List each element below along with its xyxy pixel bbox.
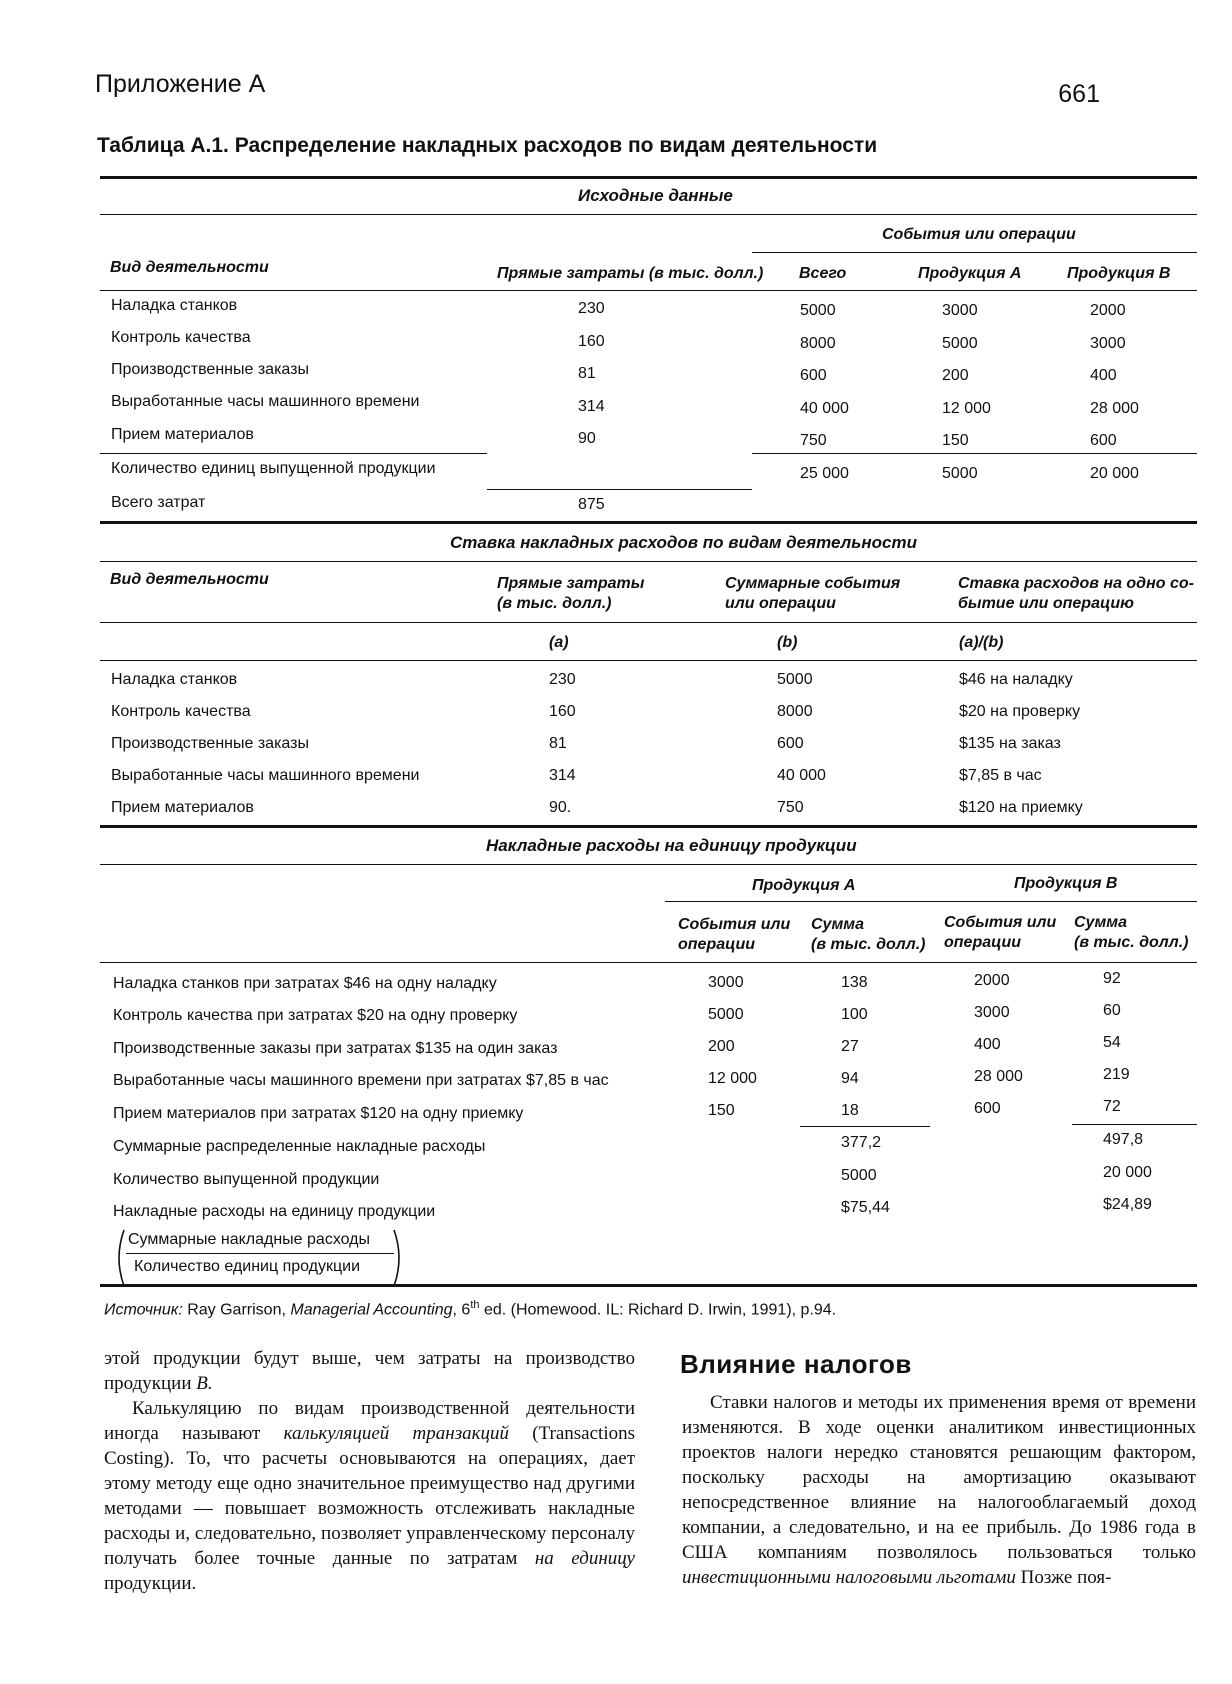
page-number: 661	[1058, 80, 1100, 108]
text-run: (Transactions Costing). То, что расчеты основываются на операциях, дает этому методу еще одно значительное преимущество над другими методами — повышает возможность отслеживать накладные расходы и, следовательно, позволяет управленческому персоналу получать более точные данные по затратам	[104, 1423, 635, 1569]
row-label: Выработанные часы машинного времени	[111, 393, 420, 410]
paragraph	[104, 1396, 635, 1596]
cell-direct: 160	[549, 703, 576, 720]
text-emphasis: на единицу	[534, 1548, 635, 1569]
col-header-line: События или	[678, 916, 791, 933]
cell-a-sum: 100	[841, 1006, 868, 1023]
section-title-source-data: Исходные данные	[578, 186, 733, 205]
cell-product-a: 3000	[942, 302, 978, 319]
col-header-line: События или	[944, 914, 1057, 931]
cell-a-sum: 138	[841, 974, 868, 991]
col-subheader-ab: (a)/(b)	[959, 634, 1004, 651]
rule	[100, 622, 1197, 623]
rule	[100, 561, 1197, 562]
cell-direct: 230	[578, 300, 605, 317]
col-header-line: операции	[678, 936, 755, 953]
cell-a-sum: $75,44	[841, 1199, 890, 1216]
cell-product-a: 150	[942, 432, 969, 449]
cell-a-events: 150	[708, 1102, 735, 1119]
col-header-line: (в тыс. долл.)	[497, 595, 612, 612]
row-label: Наладка станков	[111, 671, 238, 688]
rule	[100, 214, 1197, 215]
cell-total: 40 000	[800, 400, 849, 417]
cell-events: 600	[777, 735, 804, 752]
cell-direct: 81	[578, 365, 596, 382]
text-emphasis: калькуляцией транзакций	[283, 1423, 509, 1444]
row-label: Суммарные распределенные накладные расходы	[113, 1138, 486, 1155]
col-group-product-a: Продукция А	[752, 877, 856, 894]
cell-rate: $120 на приемку	[959, 799, 1083, 816]
cell-product-b: 2000	[1090, 302, 1126, 319]
cell-rate: $7,85 в час	[959, 767, 1042, 784]
rule	[665, 901, 1197, 902]
row-label: Количество выпущенной продукции	[113, 1171, 380, 1188]
col-header-rate	[958, 574, 1194, 614]
cell-product-a: 200	[942, 367, 969, 384]
row-label: Наладка станков	[111, 297, 238, 314]
cell-product-b: 400	[1090, 367, 1117, 384]
cell-a-sum: 377,2	[841, 1134, 882, 1151]
cell-b-events: 3000	[974, 1004, 1010, 1021]
fraction-numerator: Суммарные накладные расходы	[128, 1231, 371, 1248]
rule	[100, 864, 1197, 865]
cell-direct: 81	[549, 735, 567, 752]
cell-direct: 875	[578, 496, 605, 513]
rule	[1072, 1124, 1197, 1125]
source-note	[104, 1299, 836, 1319]
col-header-line: (в тыс. долл.)	[811, 936, 926, 953]
source-book: Managerial Accounting	[290, 1301, 453, 1319]
rule	[100, 825, 1197, 828]
source-edition: , 6	[452, 1301, 471, 1319]
cell-b-sum: 497,8	[1103, 1131, 1144, 1148]
cell-a-sum: 27	[841, 1038, 859, 1055]
cell-events: 5000	[777, 671, 813, 688]
row-label: Производственные заказы	[111, 361, 309, 378]
row-label: Накладные расходы на единицу продукции	[113, 1203, 436, 1220]
cell-b-events: 28 000	[974, 1068, 1023, 1085]
col-header-line: операции	[944, 934, 1021, 951]
fraction-denominator: Количество единиц продукции	[134, 1258, 361, 1275]
text-emphasis: инвестиционными налоговыми льготами	[682, 1567, 1016, 1588]
text-run: Ставки налогов и методы их применения время от времени изменяются. В ходе оценки аналитиком инвестиционных проектов налоги нередко становятся решающим фактором, поскольку расходы на амортизацию оказывают непосредственное влияние на налогооблагаемый доход компании, а следовательно, и на ее прибыль. До 1986 года в США компаниям позволялось пользоваться только	[682, 1392, 1196, 1563]
source-author: Ray Garrison,	[182, 1301, 291, 1319]
rule	[752, 252, 1197, 253]
cell-a-sum: 18	[841, 1102, 859, 1119]
rule	[100, 962, 1197, 963]
rule	[487, 489, 752, 490]
col-group-product-b: Продукция В	[1014, 875, 1118, 892]
cell-b-sum: 72	[1103, 1098, 1121, 1115]
col-header-b-sum	[1074, 913, 1188, 953]
col-header-b-events	[944, 913, 1056, 953]
col-header-activity: Вид деятельности	[110, 259, 269, 276]
cell-product-b: 3000	[1090, 335, 1126, 352]
col-header-line: (в тыс. долл.)	[1074, 934, 1189, 951]
left-paren	[112, 1228, 126, 1288]
cell-b-sum: 20 000	[1103, 1164, 1152, 1181]
cell-b-sum: 92	[1103, 970, 1121, 987]
col-header-a-sum	[811, 915, 925, 955]
col-header-line: бытие или операцию	[958, 595, 1134, 612]
col-header-events-total	[725, 574, 900, 614]
cell-rate: $46 на наладку	[959, 671, 1073, 688]
cell-b-sum: 54	[1103, 1034, 1121, 1051]
cell-direct: 90.	[549, 799, 572, 816]
row-label: Производственные заказы	[111, 735, 309, 752]
cell-product-b: 28 000	[1090, 400, 1139, 417]
col-header-line: Суммарные события	[725, 575, 901, 592]
cell-total: 25 000	[800, 465, 849, 482]
text-run: Позже поя-	[1015, 1567, 1112, 1588]
row-label: Прием материалов	[111, 799, 254, 816]
cell-total: 5000	[800, 302, 836, 319]
cell-events: 40 000	[777, 767, 826, 784]
col-subheader-b: (b)	[777, 634, 798, 651]
cell-b-sum: $24,89	[1103, 1196, 1152, 1213]
cell-a-events: 3000	[708, 974, 744, 991]
col-header-activity: Вид деятельности	[110, 571, 269, 588]
col-header-line: Ставка расходов на одно со-	[958, 575, 1194, 592]
section-title-per-unit: Накладные расходы на единицу продукции	[486, 836, 857, 855]
col-header-product-a: Продукция А	[918, 265, 1022, 282]
cell-a-sum: 94	[841, 1070, 859, 1087]
body-right-column	[682, 1390, 1196, 1590]
cell-direct: 90	[578, 430, 596, 447]
text-emphasis: B.	[196, 1373, 213, 1394]
section-title-rates: Ставка накладных расходов по видам деятельности	[450, 533, 917, 552]
rule	[800, 1126, 930, 1127]
cell-direct: 314	[549, 767, 576, 784]
col-header-product-b: Продукция В	[1067, 265, 1171, 282]
col-header-line: Прямые затраты	[497, 575, 645, 592]
cell-events: 750	[777, 799, 804, 816]
row-label: Производственные заказы при затратах $135 на один заказ	[113, 1040, 558, 1057]
rule	[100, 1284, 1197, 1287]
cell-b-events: 600	[974, 1100, 1001, 1117]
cell-b-events: 400	[974, 1036, 1001, 1053]
cell-rate: $135 на заказ	[959, 735, 1061, 752]
text-run: этой продукции будут выше, чем затраты на производство продукции	[104, 1348, 635, 1394]
running-header-section: Приложение А	[95, 70, 266, 98]
cell-product-b: 600	[1090, 432, 1117, 449]
cell-a-events: 5000	[708, 1006, 744, 1023]
cell-b-sum: 219	[1103, 1066, 1130, 1083]
paragraph	[682, 1390, 1196, 1590]
rule	[100, 521, 1197, 524]
cell-events: 8000	[777, 703, 813, 720]
cell-direct: 230	[549, 671, 576, 688]
row-label: Прием материалов при затратах $120 на одну приемку	[113, 1105, 524, 1122]
col-subheader-a: (a)	[549, 634, 569, 651]
cell-b-sum: 60	[1103, 1002, 1121, 1019]
col-header-line: Сумма	[1074, 914, 1128, 931]
row-label: Прием материалов	[111, 426, 254, 443]
text-run: продукции.	[104, 1573, 197, 1594]
row-label: Наладка станков при затратах $46 на одну наладку	[113, 975, 497, 992]
rule	[100, 176, 1197, 179]
cell-product-b: 20 000	[1090, 465, 1139, 482]
col-header-events-group: События или операции	[882, 226, 1076, 243]
cell-product-a: 5000	[942, 335, 978, 352]
row-label: Контроль качества	[111, 329, 251, 346]
cell-a-events: 12 000	[708, 1070, 757, 1087]
cell-product-a: 5000	[942, 465, 978, 482]
row-label: Контроль качества при затратах $20 на одну проверку	[113, 1007, 518, 1024]
text-run: Калькуляцию по видам производственной деятельности иногда называют	[104, 1398, 635, 1444]
source-rest: ed. (Homewood. IL: Richard D. Irwin, 1991), p.94.	[479, 1301, 837, 1319]
row-label: Выработанные часы машинного времени	[111, 767, 420, 784]
row-label: Выработанные часы машинного времени при затратах $7,85 в час	[113, 1072, 609, 1089]
cell-product-a: 12 000	[942, 400, 991, 417]
table-title: Таблица А.1. Распределение накладных расходов по видам деятельности	[97, 134, 878, 157]
col-header-a-events	[678, 915, 790, 955]
col-header-total: Всего	[799, 265, 847, 282]
cell-total: 8000	[800, 335, 836, 352]
col-header-line: Сумма	[811, 916, 865, 933]
cell-total: 600	[800, 367, 827, 384]
fraction-bar	[126, 1253, 394, 1254]
cell-a-sum: 5000	[841, 1167, 877, 1184]
cell-b-events: 2000	[974, 972, 1010, 989]
cell-total: 750	[800, 432, 827, 449]
paragraph	[104, 1346, 635, 1396]
col-header-direct-costs: Прямые затраты (в тыс. долл.)	[497, 265, 764, 282]
source-sup: th	[470, 1299, 480, 1311]
body-left-column	[104, 1346, 635, 1596]
source-label: Источник:	[104, 1301, 183, 1319]
rule	[100, 290, 1197, 291]
cell-rate: $20 на проверку	[959, 703, 1081, 720]
row-label: Контроль качества	[111, 703, 251, 720]
rule	[100, 660, 1197, 661]
col-header-direct-costs	[497, 574, 644, 614]
row-label: Количество единиц выпущенной продукции	[111, 460, 436, 477]
row-label: Всего затрат	[111, 494, 206, 511]
rule	[752, 453, 1197, 454]
rule	[100, 453, 487, 454]
col-header-line: или операции	[725, 595, 836, 612]
right-paren	[392, 1228, 406, 1288]
cell-direct: 314	[578, 398, 605, 415]
cell-direct: 160	[578, 333, 605, 350]
section-heading-taxes: Влияние налогов	[680, 1349, 912, 1379]
cell-a-events: 200	[708, 1038, 735, 1055]
